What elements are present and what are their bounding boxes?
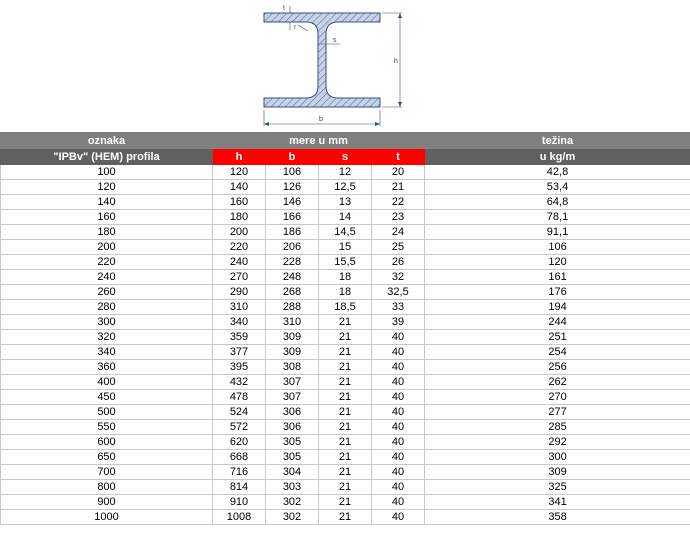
cell-s: 21 <box>319 450 372 465</box>
cell-designation: 550 <box>1 420 213 435</box>
cell-b: 308 <box>266 360 319 375</box>
cell-s: 21 <box>319 435 372 450</box>
cell-t: 26 <box>372 255 425 270</box>
cell-s: 18 <box>319 285 372 300</box>
cell-t: 33 <box>372 300 425 315</box>
table-row <box>1 360 690 375</box>
subheader-h: h <box>213 149 266 165</box>
i-beam-cross-section-diagram <box>250 0 410 132</box>
cell-h: 240 <box>213 255 266 270</box>
cell-t: 40 <box>372 390 425 405</box>
cell-h: 310 <box>213 300 266 315</box>
header-designation: oznaka <box>1 133 213 149</box>
cell-b: 106 <box>266 165 319 180</box>
cell-weight: 309 <box>425 465 690 480</box>
cell-designation: 260 <box>1 285 213 300</box>
cell-weight: 270 <box>425 390 690 405</box>
cell-b: 248 <box>266 270 319 285</box>
cell-designation: 800 <box>1 480 213 495</box>
cell-b: 288 <box>266 300 319 315</box>
cell-h: 140 <box>213 180 266 195</box>
cell-b: 309 <box>266 345 319 360</box>
dim-label-h: h <box>394 58 398 65</box>
cell-h: 1008 <box>213 510 266 525</box>
cell-h: 716 <box>213 465 266 480</box>
header-dimensions: mere u mm <box>213 133 425 149</box>
cell-weight: 78,1 <box>425 210 690 225</box>
cell-b: 306 <box>266 420 319 435</box>
table-row <box>1 390 690 405</box>
cell-designation: 340 <box>1 345 213 360</box>
cell-t: 40 <box>372 345 425 360</box>
cell-weight: 341 <box>425 495 690 510</box>
cell-weight: 244 <box>425 315 690 330</box>
cell-s: 18 <box>319 270 372 285</box>
cell-s: 21 <box>319 345 372 360</box>
table-row <box>1 225 690 240</box>
cell-t: 25 <box>372 240 425 255</box>
cell-b: 305 <box>266 450 319 465</box>
cell-s: 21 <box>319 420 372 435</box>
cell-designation: 400 <box>1 375 213 390</box>
cell-weight: 161 <box>425 270 690 285</box>
cell-weight: 262 <box>425 375 690 390</box>
cell-t: 32,5 <box>372 285 425 300</box>
cell-t: 40 <box>372 510 425 525</box>
cell-designation: 500 <box>1 405 213 420</box>
cell-h: 620 <box>213 435 266 450</box>
cell-weight: 106 <box>425 240 690 255</box>
table-row <box>1 480 690 495</box>
cell-h: 160 <box>213 195 266 210</box>
cell-s: 15 <box>319 240 372 255</box>
cell-t: 22 <box>372 195 425 210</box>
table-row <box>1 180 690 195</box>
cell-s: 21 <box>319 495 372 510</box>
cell-designation: 280 <box>1 300 213 315</box>
cell-designation: 200 <box>1 240 213 255</box>
subheader-t: t <box>372 149 425 165</box>
cell-b: 305 <box>266 435 319 450</box>
cell-designation: 160 <box>1 210 213 225</box>
table-row <box>1 450 690 465</box>
subheader-weight: u kg/m <box>425 149 690 165</box>
cell-s: 21 <box>319 375 372 390</box>
cell-weight: 292 <box>425 435 690 450</box>
cell-s: 12,5 <box>319 180 372 195</box>
cell-h: 524 <box>213 405 266 420</box>
cell-weight: 42,8 <box>425 165 690 180</box>
cell-b: 306 <box>266 405 319 420</box>
cell-designation: 220 <box>1 255 213 270</box>
cell-designation: 600 <box>1 435 213 450</box>
cell-b: 303 <box>266 480 319 495</box>
table-row <box>1 270 690 285</box>
cell-h: 478 <box>213 390 266 405</box>
cell-s: 21 <box>319 360 372 375</box>
cell-weight: 300 <box>425 450 690 465</box>
cell-weight: 194 <box>425 300 690 315</box>
cell-b: 228 <box>266 255 319 270</box>
cell-designation: 180 <box>1 225 213 240</box>
cell-t: 23 <box>372 210 425 225</box>
cell-t: 40 <box>372 360 425 375</box>
table-row <box>1 375 690 390</box>
table-row <box>1 405 690 420</box>
cell-b: 302 <box>266 510 319 525</box>
cell-weight: 120 <box>425 255 690 270</box>
table-row <box>1 255 690 270</box>
table-body <box>1 165 690 525</box>
cell-designation: 360 <box>1 360 213 375</box>
table-row <box>1 345 690 360</box>
cell-t: 32 <box>372 270 425 285</box>
cell-weight: 285 <box>425 420 690 435</box>
cell-t: 40 <box>372 330 425 345</box>
cell-weight: 91,1 <box>425 225 690 240</box>
cell-b: 186 <box>266 225 319 240</box>
cell-designation: 320 <box>1 330 213 345</box>
cell-weight: 277 <box>425 405 690 420</box>
cell-designation: 700 <box>1 465 213 480</box>
cell-weight: 358 <box>425 510 690 525</box>
header-row-top <box>1 133 690 149</box>
cell-h: 395 <box>213 360 266 375</box>
cell-designation: 140 <box>1 195 213 210</box>
cell-t: 40 <box>372 465 425 480</box>
cell-b: 304 <box>266 465 319 480</box>
cell-s: 12 <box>319 165 372 180</box>
cell-b: 268 <box>266 285 319 300</box>
table-row <box>1 330 690 345</box>
cell-t: 40 <box>372 420 425 435</box>
cell-designation: 120 <box>1 180 213 195</box>
dim-label-s: s <box>333 37 337 44</box>
cell-weight: 325 <box>425 480 690 495</box>
cell-h: 290 <box>213 285 266 300</box>
cell-b: 310 <box>266 315 319 330</box>
dim-label-b: b <box>319 116 323 123</box>
cell-designation: 900 <box>1 495 213 510</box>
subheader-b: b <box>266 149 319 165</box>
cell-b: 206 <box>266 240 319 255</box>
cell-designation: 1000 <box>1 510 213 525</box>
cell-designation: 450 <box>1 390 213 405</box>
cell-s: 21 <box>319 480 372 495</box>
hem-profile-table <box>0 132 690 525</box>
cell-weight: 251 <box>425 330 690 345</box>
cell-t: 40 <box>372 450 425 465</box>
cell-t: 40 <box>372 375 425 390</box>
cell-weight: 176 <box>425 285 690 300</box>
cell-s: 21 <box>319 315 372 330</box>
cell-weight: 64,8 <box>425 195 690 210</box>
cell-designation: 650 <box>1 450 213 465</box>
header-weight: težina <box>425 133 690 149</box>
table-row <box>1 165 690 180</box>
cell-s: 21 <box>319 465 372 480</box>
cell-h: 377 <box>213 345 266 360</box>
cell-h: 572 <box>213 420 266 435</box>
cell-h: 359 <box>213 330 266 345</box>
cell-s: 14,5 <box>319 225 372 240</box>
cell-t: 40 <box>372 435 425 450</box>
table-row <box>1 420 690 435</box>
cell-h: 910 <box>213 495 266 510</box>
table-row <box>1 510 690 525</box>
cell-s: 18,5 <box>319 300 372 315</box>
cell-t: 40 <box>372 480 425 495</box>
cell-s: 13 <box>319 195 372 210</box>
cell-h: 220 <box>213 240 266 255</box>
table-row <box>1 435 690 450</box>
table-row <box>1 285 690 300</box>
cell-s: 21 <box>319 510 372 525</box>
cell-s: 15,5 <box>319 255 372 270</box>
dim-label-t: t <box>283 5 285 12</box>
cell-b: 126 <box>266 180 319 195</box>
cell-h: 814 <box>213 480 266 495</box>
table-row <box>1 300 690 315</box>
dim-label-r: r <box>294 24 297 31</box>
table-row <box>1 240 690 255</box>
cell-b: 307 <box>266 390 319 405</box>
cell-h: 200 <box>213 225 266 240</box>
cell-b: 307 <box>266 375 319 390</box>
cell-s: 21 <box>319 390 372 405</box>
subheader-designation: "IPBv" (HEM) profila <box>1 149 213 165</box>
table-row <box>1 495 690 510</box>
cell-weight: 254 <box>425 345 690 360</box>
header-row-sub <box>1 149 690 165</box>
cell-s: 14 <box>319 210 372 225</box>
cell-s: 21 <box>319 330 372 345</box>
cell-t: 40 <box>372 405 425 420</box>
cell-designation: 100 <box>1 165 213 180</box>
cell-weight: 256 <box>425 360 690 375</box>
cell-b: 146 <box>266 195 319 210</box>
cell-designation: 300 <box>1 315 213 330</box>
subheader-s: s <box>319 149 372 165</box>
table-row <box>1 210 690 225</box>
cell-h: 180 <box>213 210 266 225</box>
table-row <box>1 195 690 210</box>
cell-b: 309 <box>266 330 319 345</box>
cell-h: 432 <box>213 375 266 390</box>
cell-h: 270 <box>213 270 266 285</box>
cell-t: 21 <box>372 180 425 195</box>
i-beam-profile <box>264 13 380 107</box>
cell-t: 20 <box>372 165 425 180</box>
cell-t: 39 <box>372 315 425 330</box>
cell-weight: 53,4 <box>425 180 690 195</box>
cell-s: 21 <box>319 405 372 420</box>
cell-t: 40 <box>372 495 425 510</box>
cell-designation: 240 <box>1 270 213 285</box>
cell-h: 668 <box>213 450 266 465</box>
cell-h: 340 <box>213 315 266 330</box>
cell-b: 302 <box>266 495 319 510</box>
cell-t: 24 <box>372 225 425 240</box>
table-row <box>1 465 690 480</box>
table-row <box>1 315 690 330</box>
cell-h: 120 <box>213 165 266 180</box>
cell-b: 166 <box>266 210 319 225</box>
